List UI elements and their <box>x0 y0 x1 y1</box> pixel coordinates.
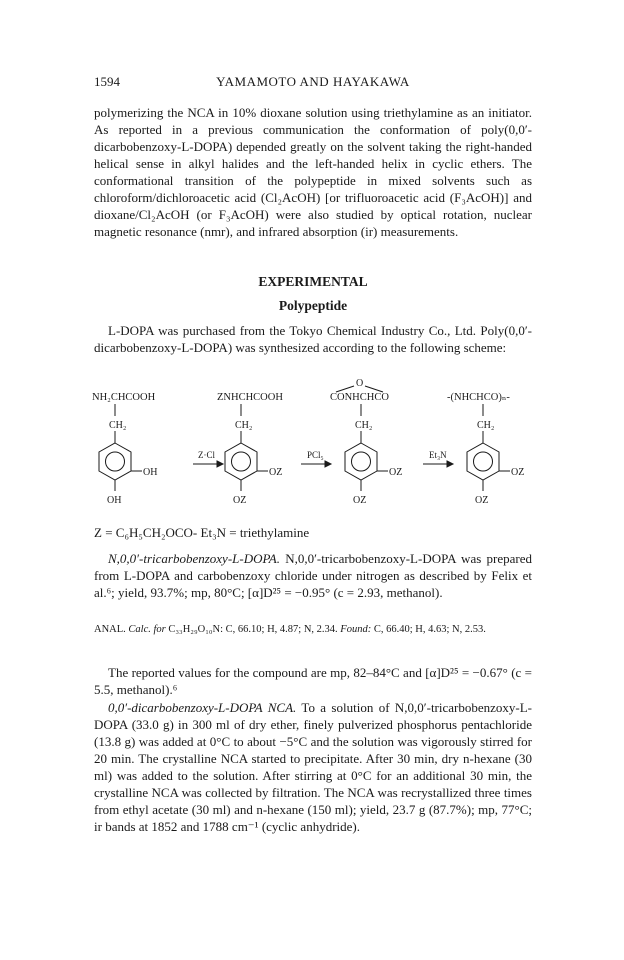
compound2-oz-bottom: OZ <box>233 495 247 506</box>
compound4-oz-side: OZ <box>511 467 525 478</box>
compound4-label: -(NHCHCO)ₙ- <box>447 392 510 403</box>
scheme-intro-paragraph: L-DOPA was purchased from the Tokyo Chemical Industry Co., Ltd. Poly(0,0′-dicarbobenzoxy-L-DOPA) was synthesized according to the following scheme: <box>94 323 532 355</box>
anal-calc-label: Calc. for <box>128 624 166 635</box>
aromatic-circle-3 <box>352 452 371 471</box>
reported-paragraph: The reported values for the compound are mp, 82–84°C and [α]D²⁵ = −0.67° (c = 5.5, methanol).⁶ <box>94 665 532 697</box>
compound3-oz-side: OZ <box>389 467 403 478</box>
reagent-pcl5: PCl₅ <box>307 450 324 460</box>
tricarbo-title: N,0,0′-tricarbobenzoxy-L-DOPA. <box>108 551 280 566</box>
arrow-3-head <box>447 461 453 467</box>
compound2-label: ZNHCHCOOH <box>217 392 283 403</box>
compound1-label: NH₂CHCOOH <box>92 392 156 403</box>
nca-body: To a solution of N,0,0′-tricarbobenzoxy-L-DOPA (33.0 g) in 300 ml of dry ether, finely pulverized phosphorus pentachloride (13.8 g) was added at 0°C to about −5°C and the solution was vigorously stirred for 20 min. The crystalline NCA started to precipitate. After 30 min, dry n-hexane (30 ml) was added to the solution. After stirring at 0°C for an additional 30 min, the crystalline NCA was collected by filtration. The NCA was recrystallized three times from ethyl acetate (30 ml) and n-hexane (150 ml); yield, 23.7 g (87.7%); mp, 77°C; ir bands at 1852 and 1788 cm⁻¹ (cyclic anhydride). <box>94 700 533 834</box>
compound3-ring-oxygen: O <box>356 378 364 389</box>
running-head <box>94 74 532 92</box>
reagent-et3n: Et₃N <box>429 450 447 460</box>
anal-found-values: C, 66.40; H, 4.63; N, 2.53. <box>373 624 486 635</box>
nca-paragraph <box>94 699 532 835</box>
aromatic-circle-1 <box>106 452 125 471</box>
reaction-scheme <box>90 378 536 510</box>
anal-calc-values: C, 66.10; H, 4.87; N, 2.34. <box>225 624 338 635</box>
compound1-oh-bottom: OH <box>107 495 122 506</box>
anal-paragraph <box>94 623 532 637</box>
legend-line: Z = C₆H₅CH₂OCO- Et₃N = triethylamine <box>94 525 310 540</box>
compound3-ch2: CH₂ <box>355 420 373 431</box>
compound1-oh-side: OH <box>143 467 158 478</box>
compound4-ch2: CH₂ <box>477 420 495 431</box>
compound2-oz-side: OZ <box>269 467 283 478</box>
compound3-oz-bottom: OZ <box>353 495 367 506</box>
section-heading: EXPERIMENTAL <box>258 274 368 289</box>
tricarbo-body: N,0,0′-tricarbobenzoxy-L-DOPA was prepared from L-DOPA and carbobenzoxy chloride under nitrogen as described by Felix et al.⁶; yield, 93.7%; mp, 80°C; [α]D²⁵ = −0.95° (c = 2.93, methanol). <box>94 551 532 600</box>
aromatic-circle-2 <box>232 452 251 471</box>
benzene-ring-4 <box>467 443 499 480</box>
anal-formula: C₃₃H₂₉O₁₀N: <box>168 624 224 635</box>
anal-label: ANAL. <box>94 624 126 635</box>
arrow-1-head <box>217 461 223 467</box>
compound1-ch2: CH₂ <box>109 420 127 431</box>
benzene-ring-3 <box>345 443 377 480</box>
nca-title: 0,0′-dicarbobenzoxy-L-DOPA NCA. <box>108 700 297 715</box>
running-title: YAMAMOTO AND HAYAKAWA <box>216 74 410 89</box>
arrow-2-head <box>325 461 331 467</box>
compound4-oz-bottom: OZ <box>475 495 489 506</box>
compound3-label: CONHCHCO <box>330 392 389 403</box>
tricarbo-paragraph <box>94 550 532 601</box>
aromatic-circle-4 <box>474 452 493 471</box>
intro-paragraph: polymerizing the NCA in 10% dioxane solution using triethylamine as an initiator. As reported in a previous communication the conformation of poly(0,0′-dicarbobenzoxy-L-DOPA) depended greatly on the solvent taking the right-handed helical sense in alkyl halides and the left-handed helix in cyclic ethers. The conformational transition of the polypeptide in mixed solvents such as chloroform/dichloroacetic acid (Cl₂AcOH) [or trifluoroacetic acid (F₃AcOH)] and dioxane/Cl₂AcOH (or F₃AcOH) were also studied by optical rotation, nuclear magnetic resonance (nmr), and infrared absorption (ir) measurements. <box>94 105 532 239</box>
compound2-ch2: CH₂ <box>235 420 253 431</box>
subsection-heading: Polypeptide <box>278 298 348 313</box>
benzene-ring-1 <box>99 443 131 480</box>
reagent-zcl: Z·Cl <box>198 450 215 460</box>
benzene-ring-2 <box>225 443 257 480</box>
page-number: 1594 <box>94 74 120 89</box>
anal-found-label: Found: <box>340 624 372 635</box>
